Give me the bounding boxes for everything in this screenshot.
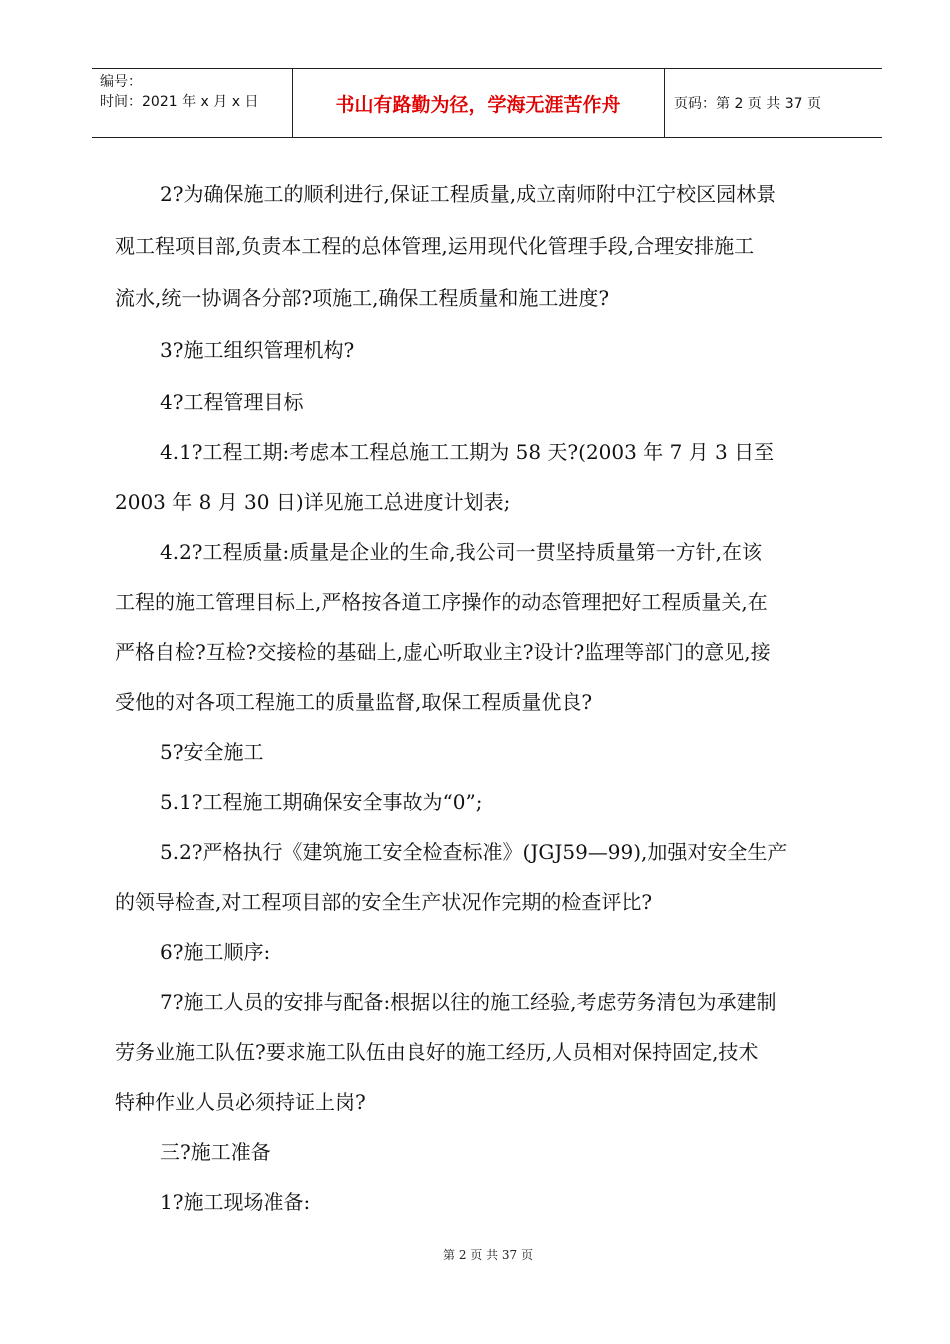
body-line: 流水,统一协调各分部?项施工,确保工程质量和施工进度? (115, 286, 610, 310)
body-line: 2?为确保施工的顺利进行,保证工程质量,成立南师附中江宁校区园林景 (160, 182, 777, 206)
document-number-label: 编号： (100, 74, 142, 90)
section-heading: 三?施工准备 (160, 1140, 271, 1164)
body-line: 5.1?工程施工期确保安全事故为“0”; (160, 790, 483, 814)
body-line: 的领导检查,对工程项目部的安全生产状况作完期的检查评比? (115, 890, 653, 914)
section-heading: 4?工程管理目标 (160, 390, 304, 414)
body-line: 特种作业人员必须持证上岗? (115, 1090, 366, 1114)
body-line: 7?施工人员的安排与配备:根据以往的施工经验,考虑劳务清包为承建制 (160, 990, 777, 1014)
body-line: 严格自检?互检?交接检的基础上,虚心听取业主?设计?监理等部门的意见,接 (115, 640, 771, 664)
header-meta (92, 69, 293, 137)
section-heading: 3?施工组织管理机构? (160, 338, 355, 362)
body-line: 2003 年 8 月 30 日)详见施工总进度计划表; (115, 490, 511, 514)
page-header (92, 68, 882, 138)
header-page-info: 页码：第 2 页 共 37 页 (674, 96, 821, 112)
body-line: 受他的对各项工程施工的质量监督,取保工程质量优良? (115, 690, 593, 714)
header-motto: 书山有路勤为径，学海无涯苦作舟 (292, 69, 665, 137)
page-footer: 第 2 页 共 37 页 (443, 1248, 533, 1262)
document-time-label: 时间：2021 年 x 月 x 日 (100, 94, 259, 110)
body-line: 观工程项目部,负责本工程的总体管理,运用现代化管理手段,合理安排施工 (115, 234, 755, 258)
section-heading: 6?施工顺序: (160, 940, 271, 964)
section-heading: 5?安全施工 (160, 740, 264, 764)
body-line: 5.2?严格执行《建筑施工安全检查标准》(JGJ59—99),加强对安全生产 (160, 840, 788, 864)
body-line: 1?施工现场准备: (160, 1190, 311, 1214)
body-line: 4.1?工程工期:考虑本工程总施工工期为 58 天?(2003 年 7 月 3 日至 (160, 440, 775, 464)
body-line: 工程的施工管理目标上,严格按各道工序操作的动态管理把好工程质量关,在 (115, 590, 768, 614)
body-line: 劳务业施工队伍?要求施工队伍由良好的施工经历,人员相对保持固定,技术 (115, 1040, 759, 1064)
body-line: 4.2?工程质量:质量是企业的生命,我公司一贯坚持质量第一方针,在该 (160, 540, 762, 564)
